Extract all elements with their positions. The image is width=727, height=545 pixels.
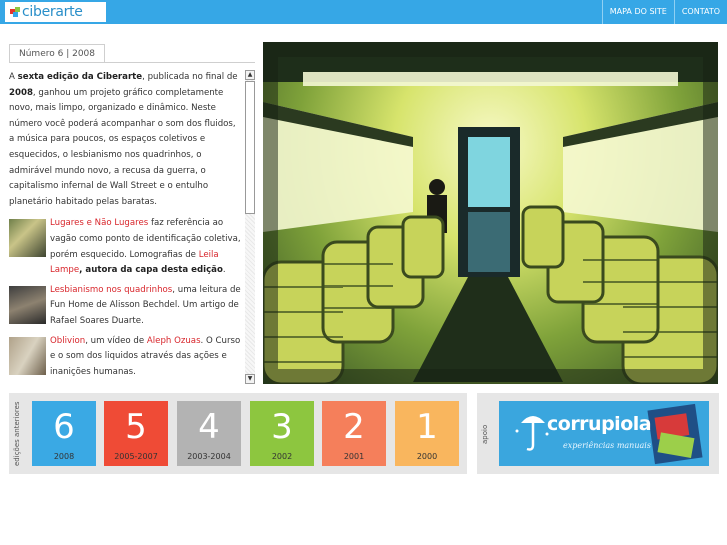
tab-divider	[9, 62, 255, 63]
edition-year: 2000	[416, 452, 438, 461]
list-item: Lesbianismo nos quadrinhos, uma leitura de Fun Home de Alisson Bechdel. Um artigo de Rafael Soares Duarte.	[9, 283, 241, 330]
scroll-thumb[interactable]	[245, 81, 255, 214]
article-link-lesbianismo[interactable]: Lesbianismo nos quadrinhos	[50, 284, 173, 295]
edition-year: 2003-2004	[187, 452, 231, 461]
apoio-label: apoio	[481, 424, 489, 444]
edition-year: 2008	[53, 452, 75, 461]
scroll-down-icon[interactable]: ▼	[245, 374, 255, 384]
logo-mark-icon	[10, 7, 20, 17]
edition-year: 2002	[271, 452, 293, 461]
edition-1-button[interactable]	[395, 401, 459, 466]
editions-label: edições anteriores	[13, 401, 21, 467]
issue-text-pane	[9, 70, 241, 384]
issue-tab[interactable]: Número 6 | 2008	[9, 44, 105, 63]
article-thumbnail[interactable]	[9, 337, 46, 375]
top-bar	[0, 0, 727, 24]
logo-text: ciberarte	[22, 4, 83, 20]
list-item: Lugares e Não Lugares faz referência ao vagão como ponto de identificação coletiva, porém esquecido. Lomografias de Leila Lampe, autora da capa desta edição.	[9, 216, 241, 278]
edition-number: 6	[53, 407, 75, 447]
nav-site-map[interactable]: MAPA DO SITE	[602, 0, 674, 24]
cover-photo	[263, 42, 718, 384]
edition-year: 2001	[343, 452, 365, 461]
site-logo[interactable]	[5, 2, 106, 22]
edition-6-button[interactable]	[32, 401, 96, 466]
edition-number: 3	[271, 407, 293, 447]
edition-3-button[interactable]	[250, 401, 314, 466]
text-scrollbar[interactable]	[245, 70, 255, 384]
edition-year: 2005-2007	[114, 452, 158, 461]
top-nav	[602, 0, 727, 24]
article-link-lugares[interactable]: Lugares e Não Lugares	[50, 218, 149, 229]
sponsor-name: corrupiola	[547, 413, 652, 435]
edition-number: 2	[343, 407, 365, 447]
sponsor-banner[interactable]	[499, 401, 709, 466]
scroll-up-icon[interactable]: ▲	[245, 70, 255, 80]
article-thumbnail[interactable]	[9, 286, 46, 324]
list-item: Oblivion, um vídeo de Aleph Ozuas. O Curso e o som dos liquidos através das ações e inanições humanas.	[9, 334, 241, 381]
train-interior-illustration	[263, 42, 718, 384]
intro-paragraph: A sexta edição da Ciberarte, publicada no final de 2008, ganhou um projeto gráfico completamente novo, mais limpo, organizado e dinâmico. Neste número você poderá acompanhar o som dos fluidos, a música para poucos, os espaços coletivos e esquecidos, o lesbianismo nos quadrinhos, o admirável mundo novo, a recusa da guerra, o capitalismo infernal de Wall Street e o entulho planetário habitado pelas baratas.	[9, 72, 238, 207]
edition-number: 1	[416, 407, 438, 447]
sponsor-panel	[477, 393, 719, 474]
edition-2-button[interactable]	[322, 401, 386, 466]
article-thumbnail[interactable]	[9, 219, 46, 257]
author-link-aleph[interactable]: Aleph Ozuas	[146, 335, 201, 346]
edition-5-button[interactable]	[104, 401, 168, 466]
edition-number: 5	[125, 407, 147, 447]
edition-4-button[interactable]	[177, 401, 241, 466]
sponsor-tagline: experiências manuais	[563, 441, 651, 450]
previous-editions	[9, 393, 467, 474]
nav-contact[interactable]: CONTATO	[674, 0, 727, 24]
article-link-oblivion[interactable]: Oblivion	[50, 335, 86, 346]
author-link-leila[interactable]: Leila Lampe	[50, 249, 219, 276]
edition-number: 4	[198, 407, 220, 447]
